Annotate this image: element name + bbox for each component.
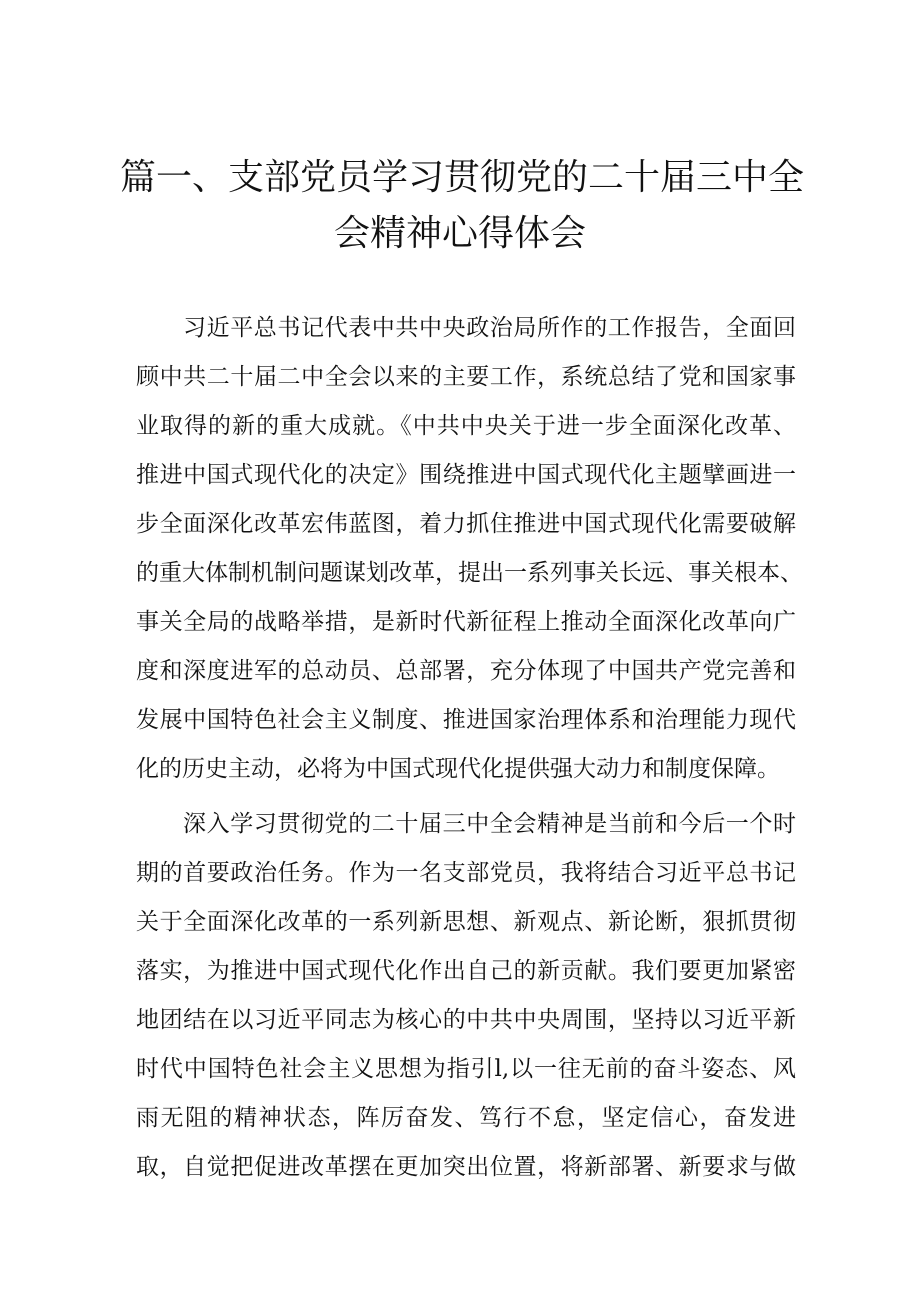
paragraph-1-line: 发展中国特色社会主义制度、推进国家治理体系和治理能力现代 (136, 707, 796, 733)
paragraph-2-line: 关于全面深化改革的一系列新思想、新观点、新论断，狠抓贯彻 (136, 909, 796, 935)
paragraph-2-line: 地团结在以习近平同志为核心的中共中央周围，坚持以习近平新 (136, 1007, 796, 1033)
paragraph-1-line: 习近平总书记代表中共中央政治局所作的工作报告，全面回 (183, 315, 796, 341)
paragraph-1-line: 顾中共二十届二中全会以来的主要工作，系统总结了党和国家事 (136, 364, 796, 390)
paragraph-2-line: 取，自觉把促进改革摆在更加突出位置，将新部署、新要求与做 (136, 1154, 796, 1180)
paragraph-2-line: 落实，为推进中国式现代化作出自己的新贡献。我们要更加紧密 (136, 958, 796, 984)
paragraph-1-line: 度和深度进军的总动员、总部署，充分体现了中国共产党完善和 (136, 658, 796, 684)
paragraph-1-line: 业取得的新的重大成就。《中共中央关于进一步全面深化改革、 (136, 413, 796, 439)
paragraph-1-line: 推进中国式现代化的决定》围绕推进中国式现代化主题擘画进一 (136, 462, 796, 488)
title-line: 篇一、支部党员学习贯彻党的二十届三中全 (120, 157, 805, 198)
paragraph-1-line: 的重大体制机制问题谋划改革，提出一系列事关长远、事关根本、 (136, 560, 803, 586)
paragraph-1-line: 化的历史主动，必将为中国式现代化提供强大动力和制度保障。 (136, 756, 780, 782)
paragraph-2-line: 期的首要政治任务。作为一名支部党员，我将结合习近平总书记 (136, 860, 796, 886)
paragraph-2-line: 深入学习贯彻党的二十届三中全会精神是当前和今后一个时 (183, 811, 796, 837)
document-title (120, 150, 805, 262)
paragraph-2-line: 雨无阻的精神状态，阵厉奋发、笃行不怠，坚定信心，奋发进 (136, 1105, 796, 1131)
paragraph-1-line: 事关全局的战略举措，是新时代新征程上推动全面深化改革向广 (136, 609, 796, 635)
paragraph-1-line: 步全面深化改革宏伟蓝图，着力抓住推进中国式现代化需要破解 (136, 511, 796, 537)
paragraph-2-line: 时代中国特色社会主义思想为指引l,以一往无前的奋斗姿态、风 (136, 1056, 796, 1082)
title-line: 会精神心得体会 (333, 213, 586, 254)
